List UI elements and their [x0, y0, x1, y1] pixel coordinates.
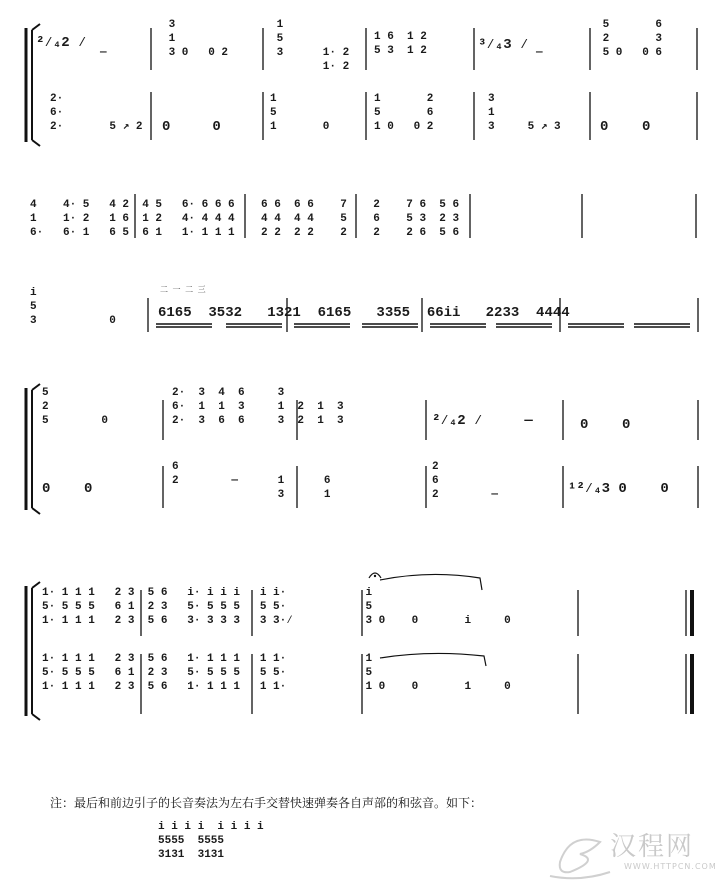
s1-top-m5: 5 6 2 3 5 0 0 6	[602, 19, 663, 59]
system4-bot-m5: ¹²⁄₄3 0 0	[568, 481, 669, 497]
s1-bot-m5: 3 1 3 5 ↗ 3	[488, 93, 561, 133]
s1-bot-m1: 2· 6· 2· 5 ↗ 2	[50, 93, 143, 133]
system4-bot-m2: 6 2 — 1 6 3 1	[172, 461, 331, 501]
s1-bot-m2: 0 0	[162, 119, 221, 135]
footnote: 注：最后和前边引子的长音奏法为左右手交替快速弹奏各自声部的和弦音。如下：	[50, 796, 483, 810]
demo-middle: 5555 5555	[158, 835, 225, 847]
system3-chord: i 5 3 0	[30, 287, 116, 327]
system2-notes: 4 4· 5 4 2 4 5 6· 6 6 6 6 6 6 6 7 2 7 6 5 6 1 1· 2 1 6 1 2 4· 4 4 4 4 4 4 4 5 6 5 3 2 3 6· 6· 1 6 5 6 1 1· 1 1 1 2 2 2 2 2 2 2 6 5 6	[30, 199, 460, 239]
system5-top: 1· 1 1 1 2 3 5 6 i· i i i i i· i 5· 5 5 5 6 1 2 3 5· 5 5 5 5 5· 5 1· 1 1 1 2 3 5 6 3· 3 3 3 3 3·⁄ 3 0 0 i 0	[42, 587, 511, 627]
system3-beams	[156, 324, 690, 327]
time-signature-3-4: ³⁄₄3 ⁄	[478, 37, 529, 53]
system4-top-m2: 2· 3 4 6 3 6· 1 1 3 1 2 1 3 2· 3 6 6 3 2 1 3	[172, 387, 344, 427]
s1-top-m2: 1 5 3 1· 2 1· 2	[276, 19, 350, 73]
watermark-url: WWW.HTTPCN.COM	[624, 862, 717, 871]
s1-bot-m4: 1 2 5 6 1 0 0 2	[374, 93, 434, 133]
system4-top-m4: ²⁄₄2 ⁄ —	[432, 413, 533, 429]
system3-runs: 6165 3532 1321 6165 3355 66ii 2233 4444	[158, 305, 570, 321]
system4-top-m5: 0 0	[580, 417, 631, 433]
final-barline	[686, 590, 692, 714]
system4-bot-m4: 2 6 2 —	[432, 461, 499, 501]
s1-bot-m3: 1 5 1 0	[270, 93, 330, 133]
s1-top-rest: —	[536, 47, 543, 59]
s1-top-m1: 3 1 3 0 0 2	[168, 19, 229, 59]
fingering-marks: 二 一 二 三	[160, 285, 207, 294]
time-signature-2-4: ²⁄₄2 ⁄	[36, 35, 87, 51]
demo-upper: i i i i i i i i	[158, 821, 264, 833]
tremolo-demo	[158, 820, 264, 862]
s1-rest: —	[100, 47, 107, 59]
demo-lower: 3131 3131	[158, 849, 225, 861]
s1-bot-m6: 0 0	[600, 119, 651, 135]
system4-top-m1: 5 2 5 0	[42, 387, 109, 427]
watermark-text: 汉程网	[610, 832, 695, 862]
system4-bot-m1: 0 0	[42, 481, 93, 497]
system5-bottom: 1· 1 1 1 2 3 5 6 1· 1 1 1 1 1· 1 5· 5 5 5 6 1 2 3 5· 5 5 5 5 5· 5 1· 1 1 1 2 3 5 6 1· 1 1 1 1 1· 1 0 0 1 0	[42, 653, 511, 693]
s1-top-m3: 1 6 1 2 5 3 1 2	[374, 31, 427, 57]
